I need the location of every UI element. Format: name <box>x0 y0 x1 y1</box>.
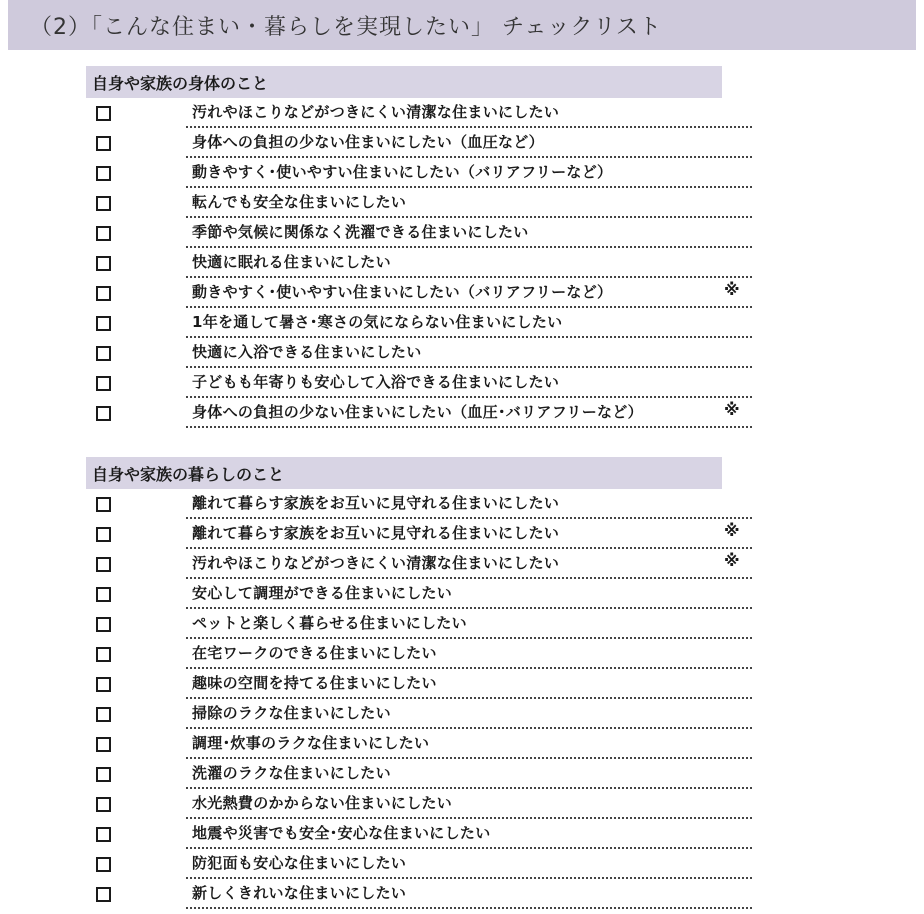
checkbox[interactable] <box>96 346 111 361</box>
reference-mark: ※ <box>724 280 740 299</box>
checklist-item <box>86 519 752 549</box>
item-label: 地震や災害でも安全･安心な住まいにしたい <box>192 824 491 842</box>
checklist-item <box>86 609 752 639</box>
item-label: 季節や気候に関係なく洗濯できる住まいにしたい <box>192 223 529 241</box>
item-label: 調理･炊事のラクな住まいにしたい <box>192 734 430 752</box>
checkbox[interactable] <box>96 797 111 812</box>
checkbox[interactable] <box>96 106 111 121</box>
page-title: （2）「こんな住まい・暮らしを実現したい」 チェックリスト <box>30 14 662 40</box>
checkbox[interactable] <box>96 617 111 632</box>
reference-mark: ※ <box>724 521 740 540</box>
checkbox[interactable] <box>96 707 111 722</box>
item-label: 動きやすく･使いやすい住まいにしたい（バリアフリーなど） <box>192 283 613 301</box>
checkbox[interactable] <box>96 256 111 271</box>
item-label: 洗濯のラクな住まいにしたい <box>192 764 391 782</box>
checkbox[interactable] <box>96 737 111 752</box>
item-label: 快適に入浴できる住まいにしたい <box>192 343 422 361</box>
checklist-item <box>86 218 752 248</box>
checkbox[interactable] <box>96 647 111 662</box>
section-header <box>86 457 722 489</box>
checkbox[interactable] <box>96 767 111 782</box>
checkbox[interactable] <box>96 887 111 902</box>
section-header <box>86 66 722 98</box>
item-label: 新しくきれいな住まいにしたい <box>192 884 407 902</box>
checkbox[interactable] <box>96 497 111 512</box>
checklist-item <box>86 879 752 909</box>
checklist-item <box>86 308 752 338</box>
checklist-item <box>86 368 752 398</box>
checkbox[interactable] <box>96 587 111 602</box>
item-label: 防犯面も安心な住まいにしたい <box>192 854 407 872</box>
checklist-item <box>86 849 752 879</box>
checklist-item <box>86 789 752 819</box>
item-label: 身体への負担の少ない住まいにしたい（血圧･バリアフリーなど） <box>192 403 643 421</box>
section-body <box>86 66 752 428</box>
section-title: 自身や家族の身体のこと <box>92 73 269 93</box>
checkbox[interactable] <box>96 406 111 421</box>
checklist-item <box>86 579 752 609</box>
checklist-item <box>86 278 752 308</box>
checkbox[interactable] <box>96 166 111 181</box>
checklist-item <box>86 248 752 278</box>
checklist <box>86 98 752 428</box>
item-label: 汚れやほこりなどがつきにくい清潔な住まいにしたい <box>192 554 560 572</box>
item-label: 在宅ワークのできる住まいにしたい <box>192 644 437 662</box>
checklist-item <box>86 819 752 849</box>
checkbox[interactable] <box>96 196 111 211</box>
checklist-item <box>86 489 752 519</box>
checkbox[interactable] <box>96 136 111 151</box>
section-title: 自身や家族の暮らしのこと <box>92 464 285 484</box>
checklist-item <box>86 729 752 759</box>
item-label: 離れて暮らす家族をお互いに見守れる住まいにしたい <box>192 494 560 512</box>
item-label: 動きやすく･使いやすい住まいにしたい（バリアフリーなど） <box>192 163 613 181</box>
checklist <box>86 489 752 909</box>
item-label: 快適に眠れる住まいにしたい <box>192 253 391 271</box>
checkbox[interactable] <box>96 557 111 572</box>
reference-mark: ※ <box>724 400 740 419</box>
item-label: 子どもも年寄りも安心して入浴できる住まいにしたい <box>192 373 560 391</box>
checkbox[interactable] <box>96 376 111 391</box>
checkbox[interactable] <box>96 286 111 301</box>
checkbox[interactable] <box>96 857 111 872</box>
checklist-item <box>86 398 752 428</box>
checklist-item <box>86 699 752 729</box>
checklist-item <box>86 669 752 699</box>
item-label: 身体への負担の少ない住まいにしたい（血圧など） <box>192 133 544 151</box>
title-bar <box>8 0 916 50</box>
checklist-item <box>86 98 752 128</box>
item-label: 離れて暮らす家族をお互いに見守れる住まいにしたい <box>192 524 560 542</box>
checklist-item <box>86 188 752 218</box>
checkbox[interactable] <box>96 316 111 331</box>
checklist-item <box>86 759 752 789</box>
section-lifestyle <box>86 457 752 909</box>
checkbox[interactable] <box>96 677 111 692</box>
item-label: 趣味の空間を持てる住まいにしたい <box>192 674 437 692</box>
item-label: 掃除のラクな住まいにしたい <box>192 704 391 722</box>
checkbox[interactable] <box>96 226 111 241</box>
item-label: ペットと楽しく暮らせる住まいにしたい <box>192 614 467 632</box>
checklist-item <box>86 549 752 579</box>
checklist-item <box>86 158 752 188</box>
item-label: 安心して調理ができる住まいにしたい <box>192 584 453 602</box>
item-label: 水光熱費のかからない住まいにしたい <box>192 794 453 812</box>
checklist-item <box>86 338 752 368</box>
checkbox[interactable] <box>96 527 111 542</box>
checklist-item <box>86 128 752 158</box>
checkbox[interactable] <box>96 827 111 842</box>
item-label: 転んでも安全な住まいにしたい <box>192 193 407 211</box>
checklist-item <box>86 639 752 669</box>
item-label: 汚れやほこりなどがつきにくい清潔な住まいにしたい <box>192 103 560 121</box>
reference-mark: ※ <box>724 551 740 570</box>
item-label: 1年を通して暑さ･寒さの気にならない住まいにしたい <box>192 313 563 331</box>
